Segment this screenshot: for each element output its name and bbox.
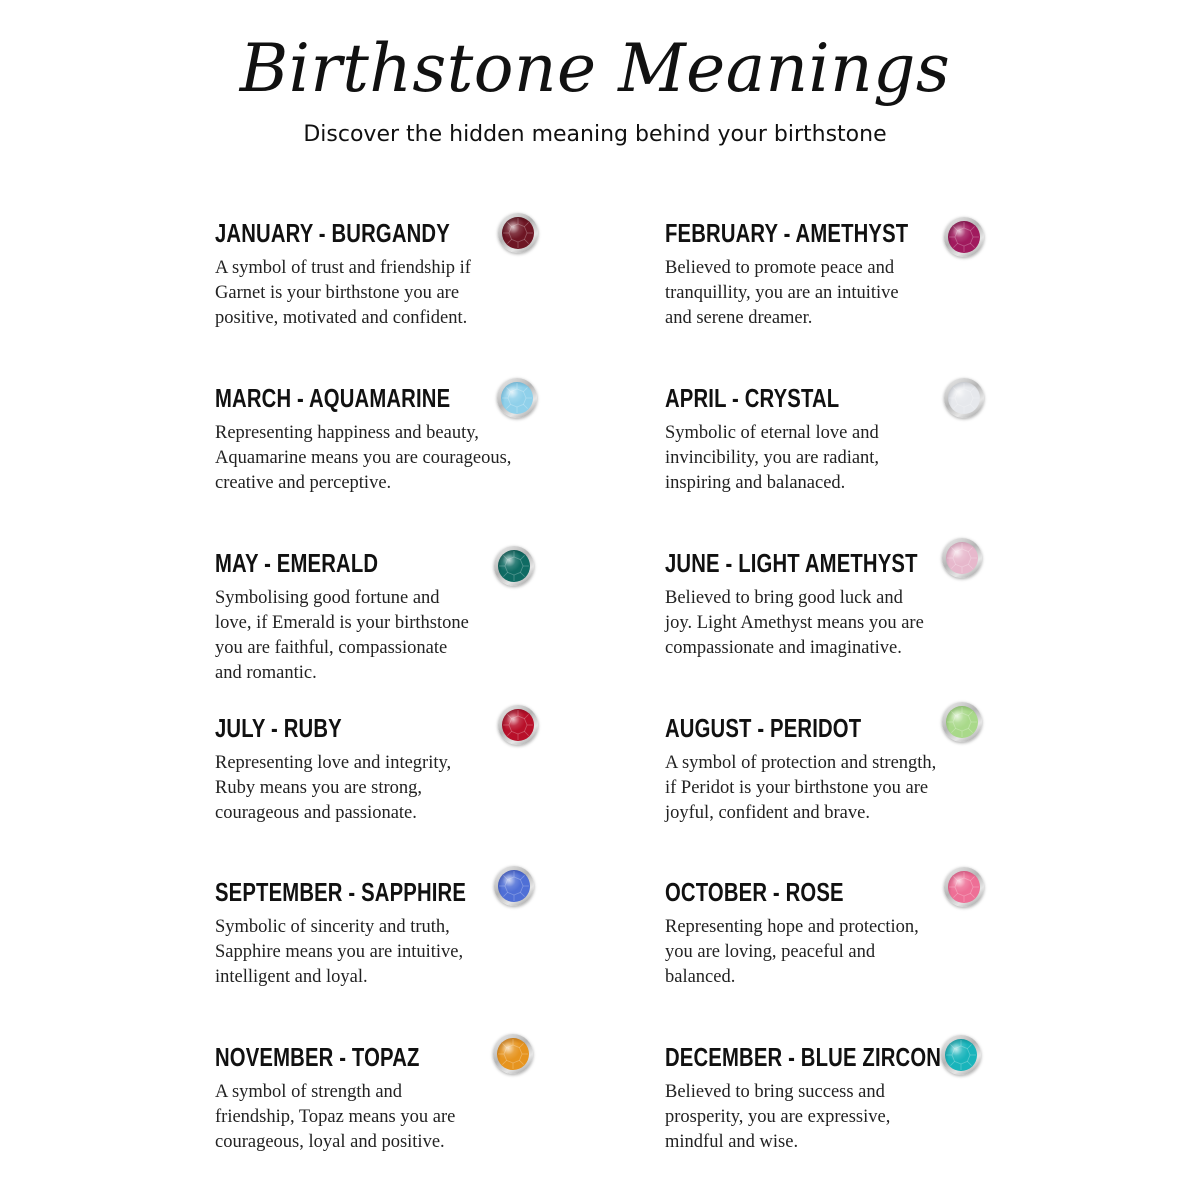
entry-description xyxy=(665,1080,1010,1155)
gem-facet-overlay xyxy=(945,1039,977,1071)
description-line: you are loving, peaceful and xyxy=(665,942,876,962)
description-line: Ruby means you are strong, xyxy=(215,778,423,798)
entry-heading: JUNE - LIGHT AMETHYST xyxy=(665,548,918,578)
birthstone-entry-april xyxy=(665,378,1015,528)
description-line: Symbolising good fortune and xyxy=(215,588,440,608)
entry-description xyxy=(215,586,560,686)
gem-facet-overlay xyxy=(948,221,980,253)
entry-description xyxy=(215,1080,560,1155)
description-line: Representing happiness and beauty, xyxy=(215,423,479,443)
description-line: Symbolic of sincerity and truth, xyxy=(215,917,450,937)
emerald-gem-icon xyxy=(494,546,534,586)
gem-facet-overlay xyxy=(501,382,533,414)
birthstone-entry-august xyxy=(665,708,1015,858)
entry-description xyxy=(215,256,560,331)
entry-description xyxy=(215,915,560,990)
description-line: and romantic. xyxy=(215,663,317,683)
description-line: Believed to bring success and xyxy=(665,1082,885,1102)
entry-heading: SEPTEMBER - SAPPHIRE xyxy=(215,877,467,907)
garnet-gem-icon xyxy=(498,213,538,253)
description-line: Sapphire means you are intuitive, xyxy=(215,942,464,962)
birthstone-entry-february xyxy=(665,213,1015,363)
entry-description xyxy=(665,915,1010,990)
ruby-gem-icon xyxy=(498,705,538,745)
entry-heading: AUGUST - PERIDOT xyxy=(665,713,862,743)
page-title: Birthstone Meanings xyxy=(239,30,951,107)
entry-heading: APRIL - CRYSTAL xyxy=(665,383,840,413)
description-line: Representing hope and protection, xyxy=(665,917,919,937)
birthstone-entry-may xyxy=(215,543,565,693)
birthstone-entry-june xyxy=(665,543,1015,693)
description-line: A symbol of strength and xyxy=(215,1082,403,1102)
description-line: prosperity, you are expressive, xyxy=(665,1107,891,1127)
description-line: and serene dreamer. xyxy=(665,308,813,328)
description-line: mindful and wise. xyxy=(665,1132,799,1152)
description-line: A symbol of protection and strength, xyxy=(665,753,937,773)
rose-gem-icon xyxy=(944,867,984,907)
birthstone-entry-july xyxy=(215,708,565,858)
entry-description xyxy=(665,256,1010,331)
description-line: Representing love and integrity, xyxy=(215,753,452,773)
crystal-gem-icon xyxy=(944,378,984,418)
gem-facet-overlay xyxy=(498,550,530,582)
description-line: tranquillity, you are an intuitive xyxy=(665,283,899,303)
entry-heading: DECEMBER - BLUE ZIRCON xyxy=(665,1042,942,1072)
topaz-gem-icon xyxy=(493,1034,533,1074)
entry-heading: MARCH - AQUAMARINE xyxy=(215,383,451,413)
gem-facet-overlay xyxy=(502,709,534,741)
entry-heading: NOVEMBER - TOPAZ xyxy=(215,1042,420,1072)
description-line: joy. Light Amethyst means you are xyxy=(665,613,924,633)
description-line: balanced. xyxy=(665,967,736,987)
description-line: Believed to promote peace and xyxy=(665,258,895,278)
gem-facet-overlay xyxy=(948,382,980,414)
description-line: intelligent and loyal. xyxy=(215,967,368,987)
description-line: joyful, confident and brave. xyxy=(665,803,870,823)
peridot-gem-icon xyxy=(942,702,982,742)
sapphire-gem-icon xyxy=(494,866,534,906)
description-line: courageous and passionate. xyxy=(215,803,417,823)
entry-heading: JULY - RUBY xyxy=(215,713,342,743)
birthstone-entry-december xyxy=(665,1037,1015,1187)
blue-zircon-gem-icon xyxy=(941,1035,981,1075)
entry-description xyxy=(665,421,1010,496)
gem-facet-overlay xyxy=(498,870,530,902)
gem-facet-overlay xyxy=(946,542,978,574)
entry-description xyxy=(215,421,560,496)
entry-description xyxy=(665,586,1010,661)
amethyst-gem-icon xyxy=(944,217,984,257)
light-amethyst-gem-icon xyxy=(942,538,982,578)
description-line: Aquamarine means you are courageous, xyxy=(215,448,512,468)
description-line: friendship, Topaz means you are xyxy=(215,1107,456,1127)
gem-facet-overlay xyxy=(497,1038,529,1070)
entry-description xyxy=(215,751,560,826)
aquamarine-gem-icon xyxy=(497,378,537,418)
gem-facet-overlay xyxy=(946,706,978,738)
birthstone-entry-march xyxy=(215,378,565,528)
description-line: A symbol of trust and friendship if xyxy=(215,258,471,278)
birthstone-entry-january xyxy=(215,213,565,363)
birthstone-entry-october xyxy=(665,872,1015,1022)
description-line: if Peridot is your birthstone you are xyxy=(665,778,929,798)
gem-facet-overlay xyxy=(948,871,980,903)
description-line: positive, motivated and confident. xyxy=(215,308,468,328)
description-line: Believed to bring good luck and xyxy=(665,588,903,608)
description-line: love, if Emerald is your birthstone xyxy=(215,613,469,633)
description-line: Symbolic of eternal love and xyxy=(665,423,879,443)
entry-description xyxy=(665,751,1010,826)
entry-heading: OCTOBER - ROSE xyxy=(665,877,844,907)
description-line: courageous, loyal and positive. xyxy=(215,1132,445,1152)
description-line: invincibility, you are radiant, xyxy=(665,448,880,468)
description-line: inspiring and balanaced. xyxy=(665,473,846,493)
entry-heading: FEBRUARY - AMETHYST xyxy=(665,218,909,248)
description-line: compassionate and imaginative. xyxy=(665,638,902,658)
entry-heading: MAY - EMERALD xyxy=(215,548,379,578)
entry-heading: JANUARY - BURGANDY xyxy=(215,218,450,248)
page-subtitle: Discover the hidden meaning behind your birthstone xyxy=(303,122,887,147)
gem-facet-overlay xyxy=(502,217,534,249)
birthstone-entry-september xyxy=(215,872,565,1022)
description-line: you are faithful, compassionate xyxy=(215,638,448,658)
birthstone-entry-november xyxy=(215,1037,565,1187)
description-line: Garnet is your birthstone you are xyxy=(215,283,460,303)
description-line: creative and perceptive. xyxy=(215,473,392,493)
